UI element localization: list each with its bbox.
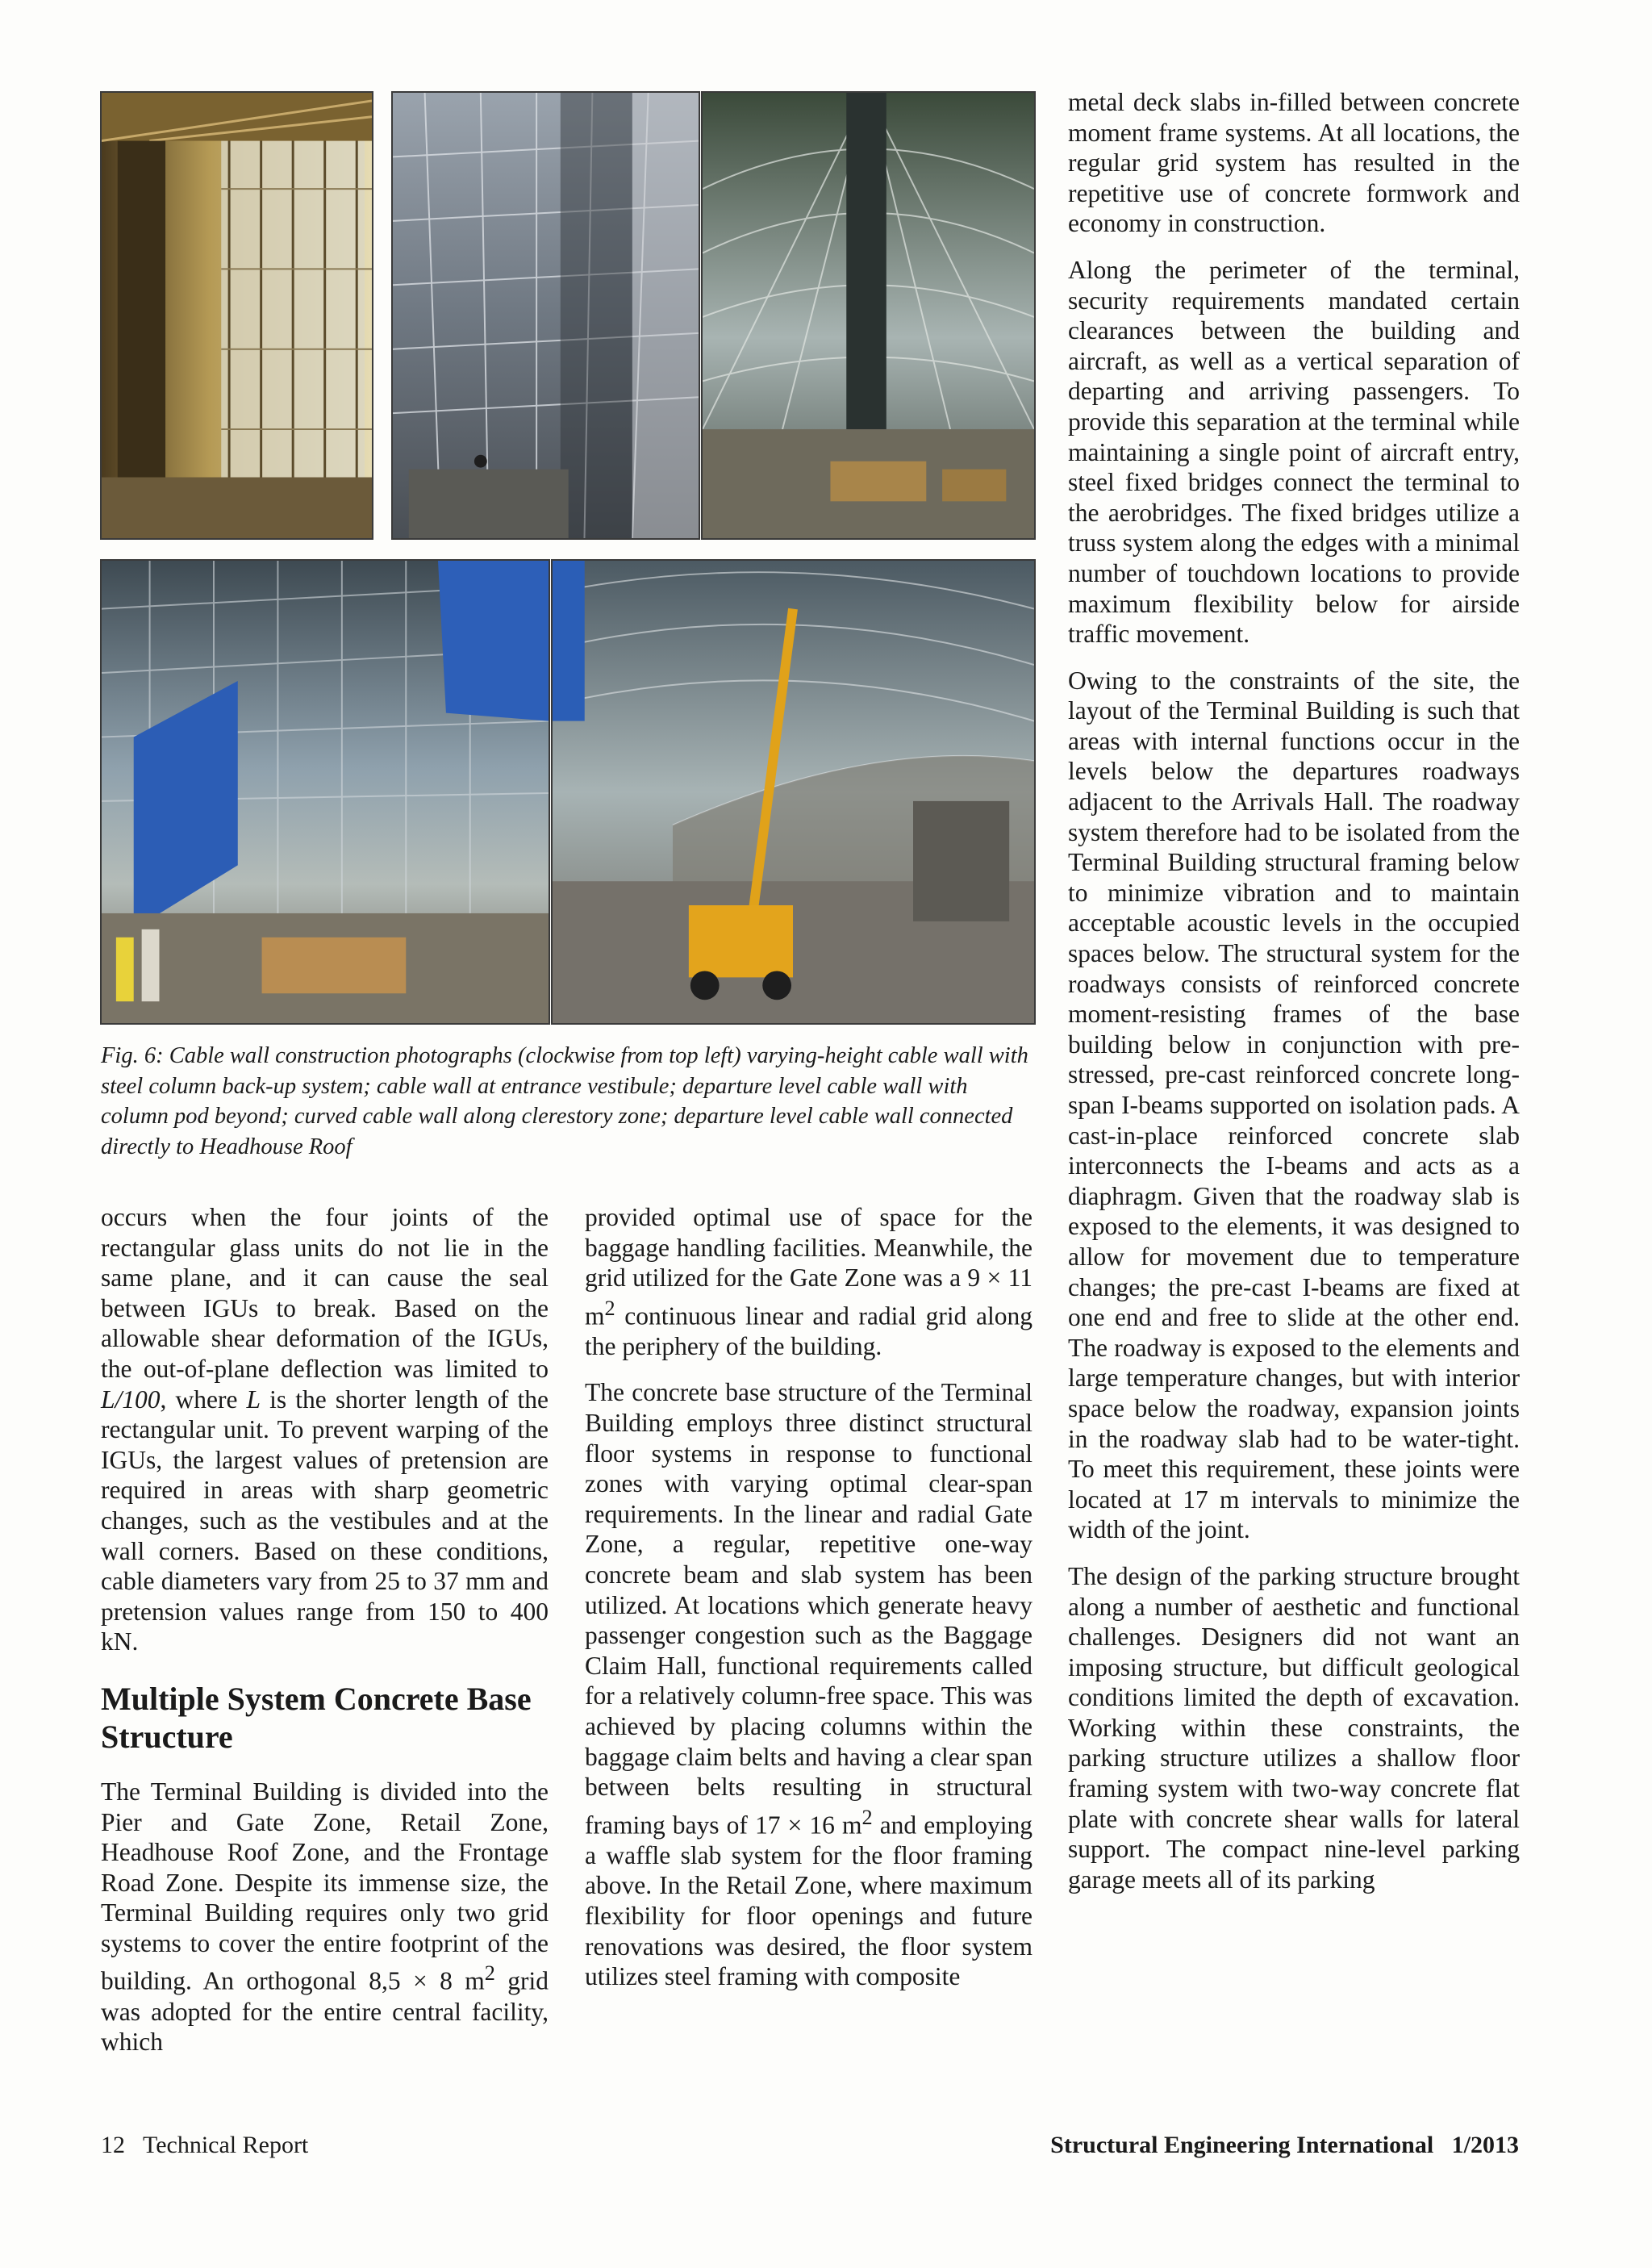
- deflection-limit: L/100: [101, 1385, 161, 1414]
- paragraph: [585, 1202, 1032, 1361]
- text: is the shorter length of the rectangular unit. To prevent warping of the IGUs, the largest values of pretension are required in areas with sharp geometric changes, such as the vestibules and at the wall corners. Based on these conditions, cable diameters vary from 25 to 37 mm and pretension values range from 150 to 400 kN.: [101, 1385, 549, 1656]
- column-3: [1068, 87, 1520, 1911]
- superscript: 2: [484, 1961, 495, 1986]
- photo-varying-height-cable-wall: [100, 91, 373, 540]
- text: The concrete base structure of the Terminal Building employs three distinct structural floor systems in response to functional zones with varying optimal clear-span requirements. In the linear and radial Gate Zone, a regular, repetitive one-way concrete beam and slab system has been utilized. At locations which generate heavy passenger congestion such as the Baggage Claim Hall, functional requirements called for a relatively column-free space. This was achieved by placing columns within the baggage claim belts and having a clear span between belts resulting in structural framing bays of 17 × 16 m: [585, 1378, 1032, 1840]
- figure-caption: Fig. 6: Cable wall construction photographs (clockwise from top left) varying-height cable wall with steel column back-up system; cable wall at entrance vestibule; departure level cable wall with column pod beyond; curved cable wall along clerestory zone; departure level cable wall connected directly to Headhouse Roof: [101, 1043, 1028, 1159]
- text: continuous linear and radial grid along the periphery of the building.: [585, 1301, 1032, 1360]
- photo-entrance-vestibule-cable-wall: [391, 91, 700, 540]
- paragraph: Along the perimeter of the terminal, security requirements mandated certain clearances between the building and aircraft, as well as a vertical separation of departing and arriving passengers. To provide this separation at the terminal while maintaining a single point of aircraft entry, steel fixed bridges connect the terminal to the aerobridges. The fixed bridges utilize a truss system along the edges with a minimal number of touchdown locations to provide maximum flexibility below for airside traffic movement.: [1068, 255, 1520, 649]
- text: grid was adopted for the entire central facility, which: [101, 1966, 549, 2057]
- section-heading: Multiple System Concrete Base Structure: [101, 1680, 532, 1755]
- photo-departure-level-cable-wall: [701, 91, 1036, 540]
- paragraph: metal deck slabs in-filled between concrete moment frame systems. At all locations, the regular grid system has resulted in the repetitive use of concrete formwork and economy in construction.: [1068, 88, 1520, 238]
- paragraph: The design of the parking structure brought along a number of aesthetic and functional challenges. Designers did not want an imposing structure, but difficult geological conditions limited the depth of excavation. Working within these constraints, the parking structure utilizes a shallow floor framing system with two-way concrete flat plate with concrete shear walls for lateral support. The compact nine-level parking garage meets all of its parking: [1068, 1561, 1520, 1894]
- footer-page-label: 12 Technical Report: [101, 2132, 309, 2158]
- paragraph: [101, 1202, 549, 1657]
- text: , where: [160, 1385, 247, 1414]
- paragraph: Owing to the constraints of the site, the layout of the Terminal Building is such that areas with internal functions occur in the levels below the departures roadways adjacent to the Arrivals Hall. The roadway system therefore had to be isolated from the Terminal Building structural framing below to minimize vibration and to maintain acceptable acoustic levels in the occupied spaces below. The structural system for the roadways consists of reinforced concrete moment-resisting frames of the base building below in conjunction with pre-stressed, pre-cast reinforced concrete long-span I-beams supported on isolation pads. A cast-in-place reinforced concrete slab interconnects the I-beams and acts as a diaphragm. Given that the roadway slab is exposed to the elements, it was designed to allow for movement due to temperature changes; the pre-cast I-beams are fixed at one end and free to slide at the other end. The roadway is exposed to the elements and large temperature changes, but with interior space below the roadway, expansion joints in the roadway slab had to be water-tight. To meet this requirement, these joints were located at 17 m intervals to minimize the width of the joint.: [1068, 666, 1520, 1544]
- photo-curved-cable-wall: [100, 559, 550, 1025]
- column-2: [585, 1202, 1032, 2008]
- photo-headhouse-roof-cable-wall: [551, 559, 1036, 1025]
- footer-journal-title: Structural Engineering International 1/2013: [1050, 2132, 1519, 2158]
- column-1: [101, 1202, 549, 2074]
- paragraph: [101, 1777, 549, 2057]
- text: provided optimal use of space for the baggage handling facilities. Meanwhile, the grid utilized for the Gate Zone was a 9 × 11 m: [585, 1203, 1032, 1330]
- superscript: 2: [861, 1805, 873, 1829]
- superscript: 2: [604, 1296, 615, 1320]
- text: and employing a waffle slab system for the floor framing above. In the Retail Zone, where maximum flexibility for floor openings and future renovations was desired, the floor system utilizes steel framing with composite: [585, 1811, 1032, 1991]
- paragraph: [585, 1377, 1032, 1991]
- text: The Terminal Building is divided into the Pier and Gate Zone, Retail Zone, Headhouse Roof Zone, and the Frontage Road Zone. Despite its immense size, the Terminal Building requires only two grid systems to cover the entire footprint of the building. An orthogonal 8,5 × 8 m: [101, 1777, 549, 1995]
- variable: L: [246, 1385, 261, 1414]
- text: occurs when the four joints of the rectangular glass units do not lie in the same plane, and it can cause the seal between IGUs to break. Based on the allowable shear deformation of the IGUs, the out-of-plane deflection was limited to: [101, 1203, 549, 1383]
